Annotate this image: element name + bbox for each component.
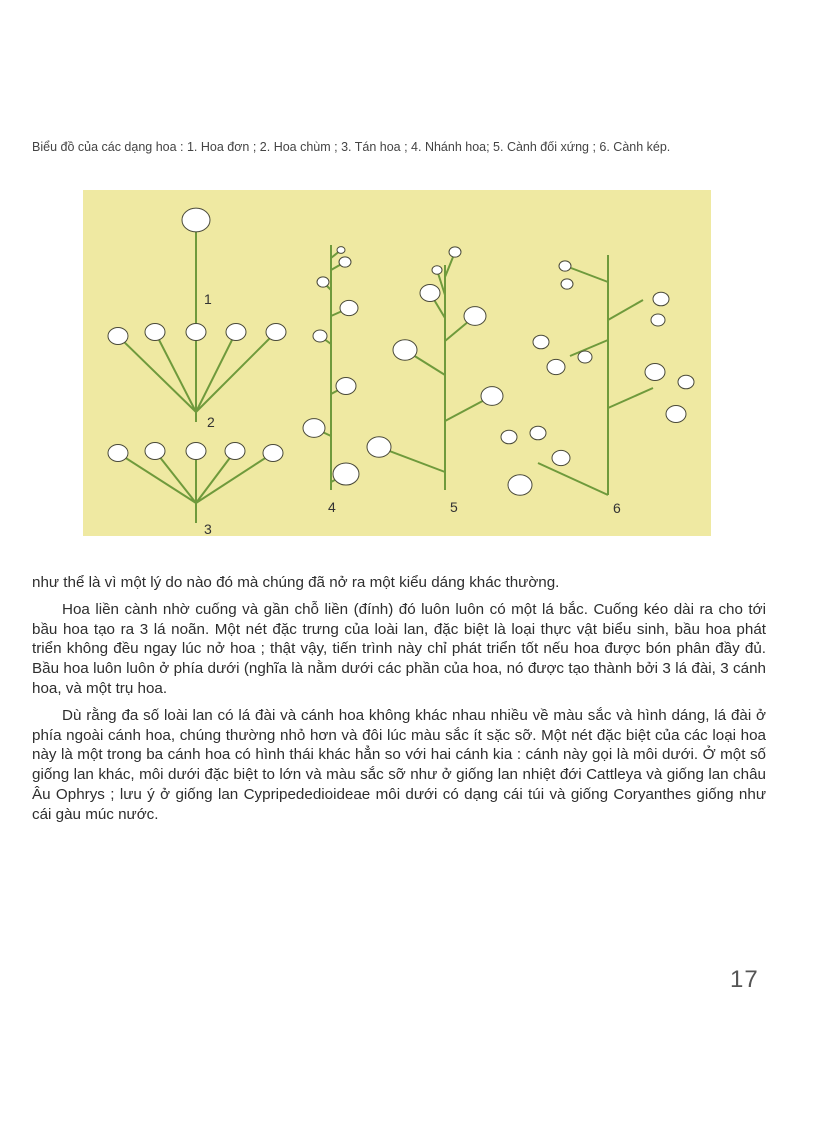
flower [226, 324, 246, 341]
stem-line [608, 300, 643, 320]
stem-line [196, 451, 235, 503]
flower [508, 475, 532, 495]
flower [313, 330, 327, 342]
page-number: 17 [730, 966, 759, 993]
flower [578, 351, 592, 363]
flower [501, 430, 517, 444]
stem-line [118, 453, 196, 503]
flower [651, 314, 665, 326]
flower [303, 419, 325, 438]
paragraph-continued: như thể là vì một lý do nào đó mà chúng đã nở ra một kiểu dáng khác thường. [32, 574, 560, 591]
flower [337, 247, 345, 254]
flower [108, 445, 128, 462]
stem-line [155, 332, 196, 412]
flower [186, 324, 206, 341]
stem-line [196, 332, 236, 412]
stem-line [608, 388, 653, 408]
flower [393, 340, 417, 360]
diagram-label-6: 6 [613, 500, 621, 516]
flower [145, 324, 165, 341]
flower [653, 292, 669, 306]
flower [186, 443, 206, 460]
flower [339, 257, 351, 267]
flower [666, 406, 686, 423]
diagram-label-5: 5 [450, 499, 458, 515]
flower [317, 277, 329, 287]
stem-line [155, 451, 196, 503]
flower [225, 443, 245, 460]
flower [645, 364, 665, 381]
flower [263, 445, 283, 462]
flower [340, 300, 358, 315]
flower [333, 463, 359, 485]
diagram-label-1: 1 [204, 291, 212, 307]
flower [367, 437, 391, 457]
stem-line [196, 332, 276, 412]
paragraph-2: Hoa liền cành nhờ cuống và gần chỗ liền (đính) đó luôn luôn có một lá bắc. Cuống kéo dài ra cho tới bầu hoa tạo ra 3 lá noãn. Một nét đặc trưng của loài lan, đặc biệt là loại thực vật biểu sinh, bầu hoa phát triển không đều ngay lúc nở hoa ; thật vậy, tiến trình này chỉ phát triển tốt nếu hoa được bón phân đầy đủ. Bầu hoa luôn luôn ở phía dưới (nghĩa là nằm dưới các phần của hoa, nó được tạo thành bởi 3 lá đài, 3 cánh hoa, và một trụ hoa. [32, 600, 766, 697]
flower [182, 208, 210, 232]
stem-line [196, 453, 273, 503]
flower [266, 324, 286, 341]
flower [559, 261, 571, 271]
diagram-label-3: 3 [204, 521, 212, 536]
flower [108, 328, 128, 345]
paragraph-3: Dù rằng đa số loài lan có lá đài và cánh hoa không khác nhau nhiều về màu sắc và hình dáng, lá đài ở phía ngoài cánh hoa, chúng thường nhỏ hơn và đôi lúc màu sắc ít sặc sỡ. Một nét đặc biệt của các loại hoa này là một trong ba cánh hoa có hình thái khác hẳn so với hai cánh kia : cánh này gọi là môi dưới. Ở một số giống lan khác, môi dưới đặc biệt to lớn và màu sắc sỡ như ở giống lan nhiệt đới Cattleya và giống lan châu Âu Ophrys ; lưu ý ở giống lan Cypripededioideae môi dưới có dạng cái túi và giống Coryanthes giống như cái gàu múc nước. [32, 706, 766, 823]
flower [464, 307, 486, 326]
flower [552, 450, 570, 465]
stem-line [571, 268, 608, 282]
flower [533, 335, 549, 349]
figure-caption: Biểu đồ của các dạng hoa : 1. Hoa đơn ; 2. Hoa chùm ; 3. Tán hoa ; 4. Nhánh hoa; 5. Cành đối xứng ; 6. Cành kép. [32, 140, 671, 154]
stem-line [538, 463, 608, 495]
flower [481, 387, 503, 406]
stem-line [118, 336, 196, 412]
body-text [32, 573, 766, 825]
inflorescence-diagram [83, 190, 711, 536]
diagram-label-2: 2 [207, 414, 215, 430]
flower [530, 426, 546, 440]
flower [547, 359, 565, 374]
flower [145, 443, 165, 460]
flower [449, 247, 461, 257]
flower [420, 285, 440, 302]
flower [678, 375, 694, 389]
flower [336, 378, 356, 395]
flower [561, 279, 573, 289]
diagram-svg [83, 190, 711, 536]
diagram-label-4: 4 [328, 499, 336, 515]
flower [432, 266, 442, 275]
